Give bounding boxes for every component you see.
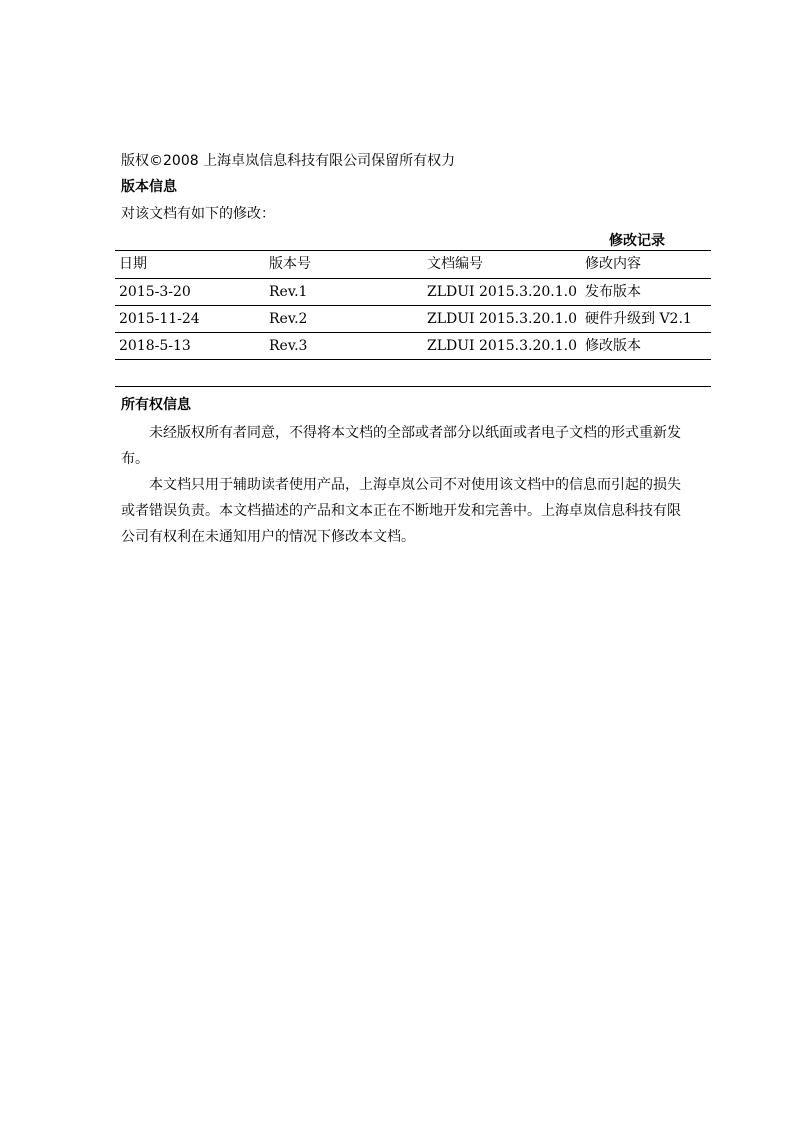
table-row [115, 306, 711, 333]
cell-date: 2018-5-13 [119, 338, 191, 354]
column-header-version: 版本号 [269, 256, 311, 272]
column-header-changes: 修改内容 [585, 256, 641, 272]
ownership-info-heading: 所有权信息 [121, 397, 191, 413]
revision-table-caption: 修改记录 [609, 233, 665, 249]
cell-changes: 硬件升级到 V2.1 [585, 311, 692, 327]
cell-doc-number: ZLDUI 2015.3.20.1.0 [427, 338, 577, 354]
revision-table [115, 250, 711, 360]
cell-version: Rev.3 [269, 338, 308, 354]
cell-version: Rev.2 [269, 311, 308, 327]
cell-date: 2015-3-20 [119, 284, 191, 300]
column-header-doc-number: 文档编号 [427, 256, 483, 272]
table-row [115, 333, 711, 360]
version-intro: 对该文档有如下的修改： [121, 206, 275, 222]
version-info-heading: 版本信息 [121, 179, 177, 195]
ownership-paragraph: 未经版权所有者同意，不得将本文档的全部或者部分以纸面或者电子文档的形式重新发布。 [121, 425, 681, 467]
table-header-row [115, 251, 711, 279]
cell-doc-number: ZLDUI 2015.3.20.1.0 [427, 284, 577, 300]
cell-date: 2015-11-24 [119, 311, 200, 327]
ownership-paragraph: 本文档只用于辅助读者使用产品，上海卓岚公司不对使用该文档中的信息而引起的损失或者错误负责。本文档描述的产品和文本正在不断地开发和完善中。上海卓岚信息科技有限公司有权利在未通知用户的情况下修改本文档。 [121, 477, 681, 545]
cell-changes: 发布版本 [585, 284, 641, 300]
column-header-date: 日期 [119, 256, 147, 272]
section-divider [115, 386, 711, 387]
copyright-notice: 版权©2008 上海卓岚信息科技有限公司保留所有权力 [121, 153, 456, 169]
cell-version: Rev.1 [269, 284, 308, 300]
table-row [115, 279, 711, 306]
cell-changes: 修改版本 [585, 338, 641, 354]
cell-doc-number: ZLDUI 2015.3.20.1.0 [427, 311, 577, 327]
